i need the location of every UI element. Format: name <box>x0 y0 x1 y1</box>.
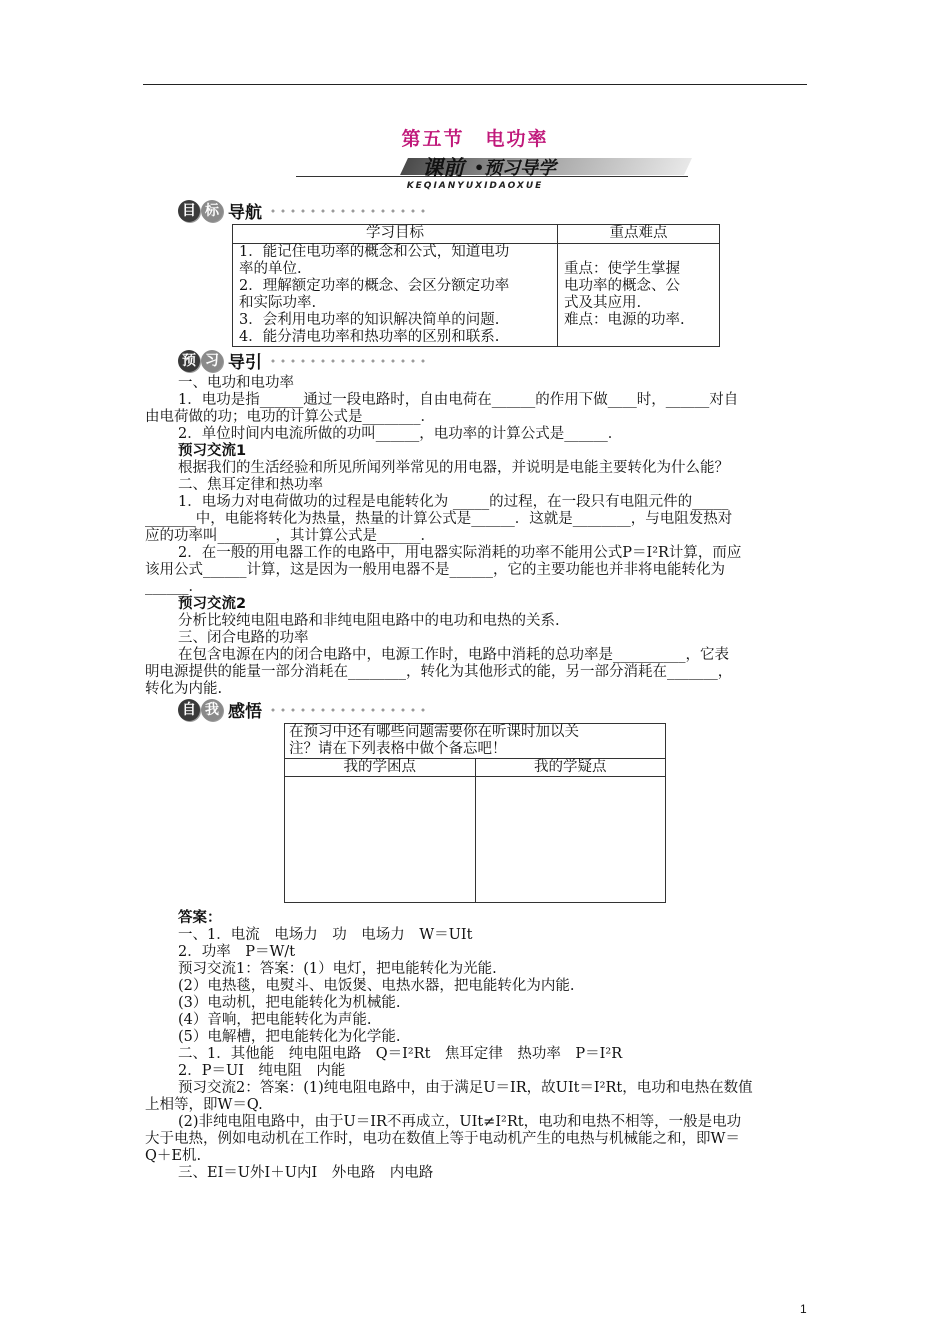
goals-label: 导航 <box>228 203 262 223</box>
guide-heading-3: 三、闭合电路的功率 <box>178 630 309 646</box>
reflect-section-heading <box>178 697 428 723</box>
notes-prompt-line: 在预习中还有哪些问题需要你在听课时加以关 <box>289 724 579 740</box>
goal-line: 率的单位. <box>239 261 302 277</box>
guide-text: 1．电功是指______通过一段电路时，自由电荷在______的作用下做____时，______对自 <box>178 392 739 408</box>
banner <box>296 152 688 178</box>
answer-line: Q＋E机. <box>145 1148 202 1164</box>
notes-prompt-line: 注？请在下列表格中做个备忘吧！ <box>289 741 507 757</box>
guide-text: 该用公式______计算，这是因为一般用电器不是______，它的主要功能也并非将电能转化为 <box>145 562 725 578</box>
section-title: 第五节 电功率 <box>401 128 549 150</box>
banner-dot: • <box>474 158 485 177</box>
answer-line: 上相等，即W＝Q. <box>145 1097 263 1113</box>
goals-cell <box>233 244 558 347</box>
notes-input-cell[interactable] <box>285 777 476 903</box>
answer-line: (2)非纯电阻电路中，由于U＝IR不再成立，UIt≠I²Rt，电功和电热不相等，一般是电功 <box>178 1114 742 1130</box>
guide-label: 导引 <box>228 353 262 373</box>
goals-badge-2: 标 <box>201 200 223 222</box>
answer-line: 预习交流1：答案：(1）电灯，把电能转化为光能. <box>178 961 497 977</box>
notes-prompt <box>285 724 666 759</box>
guide-text: 分析比较纯电阻电路和非纯电阻电路中的电功和电热的关系. <box>178 613 560 629</box>
goal-line: 3．会利用电功率的知识解决简单的问题. <box>239 312 500 328</box>
goal-table <box>232 224 720 347</box>
guide-badge-1: 预 <box>178 350 200 372</box>
answer-line: 2．P＝UI 纯电阻 内能 <box>178 1063 346 1079</box>
guide-text: ______． <box>145 579 203 595</box>
preview-exchange-2-label: 预习交流2 <box>178 596 247 612</box>
goals-section-heading <box>178 198 428 224</box>
keys-cell <box>558 244 720 347</box>
answer-line: 预习交流2：答案：(1)纯电阻电路中，由于满足U＝IR，故UIt＝I²Rt，电功和电热在数值 <box>178 1080 753 1096</box>
notes-table <box>284 723 666 903</box>
goals-badge-1: 目 <box>178 200 200 222</box>
key-line: 重点：使学生掌握 <box>564 261 680 277</box>
guide-badge-2: 习 <box>201 350 223 372</box>
guide-text: _______中，电能将转化为热量，热量的计算公式是______．这就是________，与电阻发热对 <box>145 511 733 527</box>
dotted-leader <box>268 358 428 364</box>
notes-column-header: 我的学困点 <box>285 759 476 777</box>
answers-heading: 答案： <box>178 910 222 926</box>
guide-text: 应的功率叫________，其计算公式是______． <box>145 528 435 544</box>
answer-line: 大于电热，例如电动机在工作时，电功在数值上等于电动机产生的电热与机械能之和，即W＝ <box>145 1131 740 1147</box>
answer-line: 一、1．电流 电场力 功 电场力 W＝UIt <box>178 927 473 943</box>
banner-pinyin: KEQIANYUXIDAOXUE <box>406 181 544 191</box>
reflect-label: 感悟 <box>228 702 262 722</box>
reflect-badge-1: 自 <box>178 699 200 721</box>
dotted-leader <box>268 208 428 214</box>
goal-line: 1．能记住电功率的概念和公式，知道电功 <box>239 244 510 260</box>
goal-table-header: 学习目标 <box>233 225 558 244</box>
reflect-badge-2: 我 <box>201 699 223 721</box>
notes-column-header: 我的学疑点 <box>475 759 666 777</box>
header-rule <box>143 84 807 85</box>
guide-text: 转化为内能. <box>145 681 223 697</box>
answer-line: (3）电动机，把电能转化为机械能. <box>178 995 401 1011</box>
page-number: 1 <box>800 1302 807 1316</box>
key-line: 难点：电源的功率. <box>564 312 685 328</box>
answer-line: 2．功率 P＝W/t <box>178 944 296 960</box>
answer-line: 二、1．其他能 纯电阻电路 Q＝I²Rt 焦耳定律 热功率 P＝I²R <box>178 1046 623 1062</box>
guide-heading-1: 一、电功和电功率 <box>178 375 294 391</box>
answer-line: (4）音响，把电能转化为声能. <box>178 1012 372 1028</box>
notes-input-cell[interactable] <box>475 777 666 903</box>
guide-heading-2: 二、焦耳定律和热功率 <box>178 477 323 493</box>
guide-text: 由电荷做的功；电功的计算公式是________． <box>145 409 435 425</box>
guide-text: 2．单位时间内电流所做的功叫______，电功率的计算公式是______． <box>178 426 623 442</box>
guide-text: 在包含电源在内的闭合电路中，电源工作时，电路中消耗的总功率是__________，它表 <box>178 647 729 663</box>
goal-line: 和实际功率. <box>239 295 317 311</box>
goal-line: 2．理解额定功率的概念、会区分额定功率 <box>239 278 510 294</box>
banner-sub-text: 预习导学 <box>484 158 556 179</box>
answer-line: (5）电解槽，把电能转化为化学能. <box>178 1029 401 1045</box>
dotted-leader <box>268 707 428 713</box>
guide-text: 2．在一般的用电器工作的电路中，用电器实际消耗的功率不能用公式P＝I²R计算，而应 <box>178 545 742 561</box>
guide-text: 1．电场力对电荷做功的过程是电能转化为 _____的过程，在一段只有电阻元件的_____ <box>178 494 729 510</box>
goal-table-header: 重点难点 <box>558 225 720 244</box>
banner-main-text: 课前 <box>422 156 464 180</box>
preview-exchange-1-label: 预习交流1 <box>178 443 247 459</box>
answer-line: 三、EI＝U外I＋U内I 外电路 内电路 <box>178 1165 434 1181</box>
guide-section-heading <box>178 348 428 374</box>
goal-line: 4．能分清电功率和热功率的区别和联系. <box>239 329 500 345</box>
guide-text: 明电源提供的能量一部分消耗在________，转化为其他形式的能，另一部分消耗在_______， <box>145 664 733 680</box>
guide-text: 根据我们的生活经验和所见所闻列举常见的用电器，并说明是电能主要转化为什么能？ <box>178 460 729 476</box>
key-line: 式及其应用. <box>564 295 642 311</box>
answer-line: (2）电热毯，电熨斗、电饭煲、电热水器，把电能转化为内能. <box>178 978 575 994</box>
key-line: 电功率的概念、公 <box>564 278 680 294</box>
